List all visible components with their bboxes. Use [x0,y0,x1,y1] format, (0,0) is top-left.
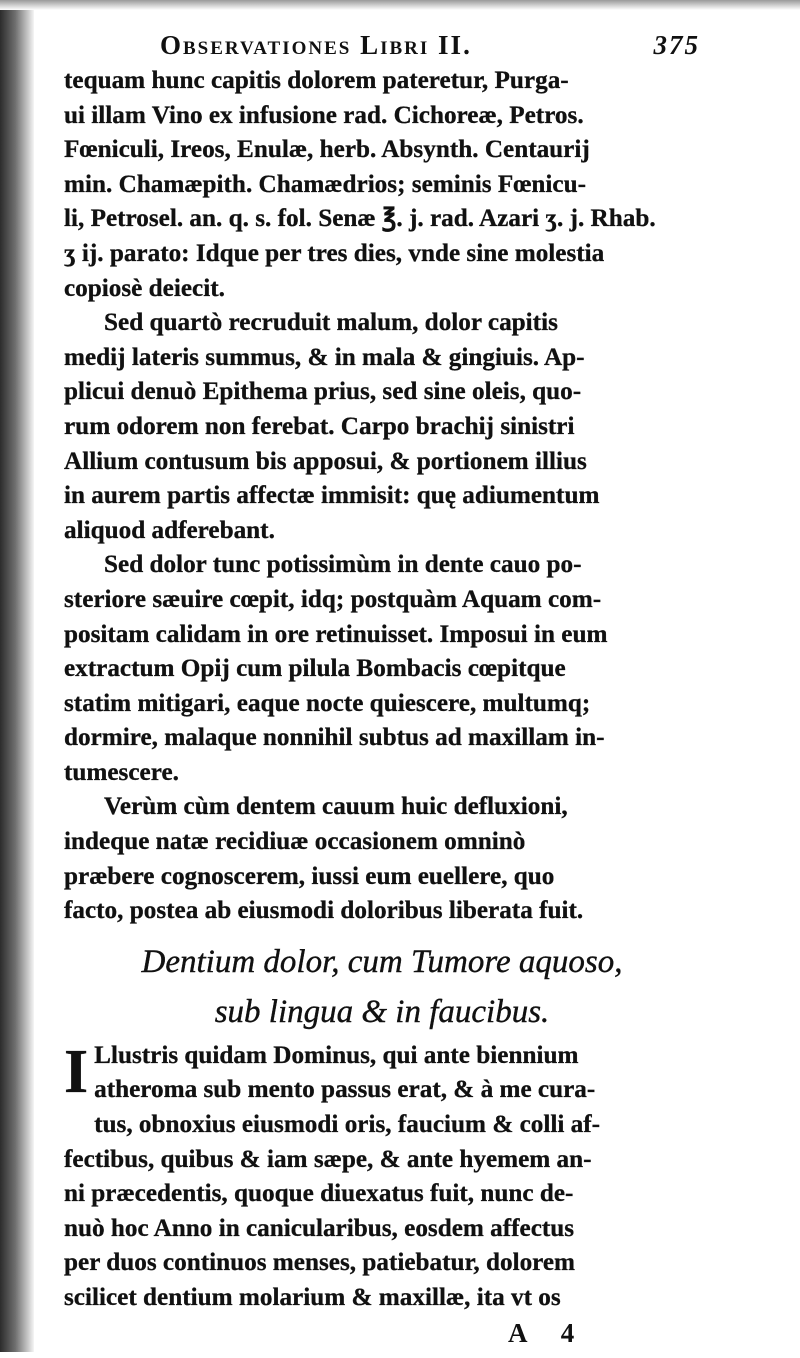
text-line: tumescere. [64,758,179,786]
book-page [64,30,700,1358]
section-heading-line-2: sub lingua & in faucibus. [214,993,550,1030]
text-line: tequam hunc capitis dolorem pateretur, Purga- [64,67,569,94]
text-line: Fœniculi, Ireos, Enulæ, herb. Absynth. Centaurij [64,136,590,164]
text-line: facto, postea ab eiusmodi doloribus liberata fuit. [64,897,584,925]
page-header [64,30,700,64]
text-line: Sed quartò recruduit malum, dolor capitis [104,309,558,337]
text-line: tus, obnoxius eiusmodi oris, faucium & colli af- [94,1111,601,1139]
text-line: in aurem partis affectæ immisit: quę adiumentum [64,482,600,510]
page-number: 375 [653,30,700,60]
section-heading-line-1: Dentium dolor, cum Tumore aquoso, [141,943,623,980]
text-line: atheroma sub mento passus erat, & à me cura- [94,1076,596,1104]
text-line: dormire, malaque nonnihil subtus ad maxillam in- [64,724,605,752]
text-line: medij lateris summus, & in mala & gingiuis. Ap- [64,343,585,371]
signature-mark: A 4 [508,1317,589,1348]
text-line: min. Chamæpith. Chamædrios; seminis Fœnicu- [64,170,586,198]
text-line: statim mitigari, eaque nocte quiescere, multumq; [64,689,591,717]
text-line: extractum Opij cum pilula Bombacis cœpitque [64,655,566,683]
text-line: Sed dolor tunc potissimùm in dente cauo po- [104,551,582,579]
text-line: steriore sæuire cœpit, idq; postquàm Aquam com- [64,585,602,613]
text-line: positam calidam in ore retinuisset. Imposui in eum [64,620,608,648]
text-line: li, Petrosel. an. q. s. fol. Senæ ℥. j. rad. Azari ʒ. j. Rhab. [64,205,656,233]
paragraph-3 [64,548,700,790]
text-line: fectibus, quibus & iam sæpe, & ante hyemem an- [64,1145,592,1173]
section-heading [64,937,700,1037]
text-line: ʒ ij. parato: Idque per tres dies, vnde sine molestia [64,239,605,267]
text-line: ni præcedentis, quoque diuexatus fuit, nunc de- [64,1180,574,1208]
text-line: Llustris quidam Dominus, qui ante biennium [94,1041,579,1069]
text-line: Allium contusum bis apposui, & portionem illius [64,447,587,475]
text-line: scilicet dentium molarium & maxillæ, ita vt os [64,1284,561,1311]
text-line: præbere cognoscerem, iussi eum euellere, quo [64,862,555,890]
drop-cap: I [64,1037,89,1106]
scan-top-edge [0,0,800,10]
running-head: Observationes Libri II. [160,30,472,60]
text-line: nuò hoc Anno in canicularibus, eosdem affectus [64,1214,575,1242]
text-line: rum odorem non ferebat. Carpo brachij sinistri [64,412,575,440]
paragraph-5 [64,1039,700,1316]
paragraph-4 [64,790,700,928]
text-line: plicui denuò Epithema prius, sed sine oleis, quo- [64,378,582,406]
text-line: copiosè deiecit. [64,274,225,302]
text-line: indeque natæ recidiuæ occasionem omninò [64,828,526,856]
scan-left-edge [0,0,34,1352]
text-line: per duos continuos menses, patiebatur, dolorem [64,1249,576,1277]
paragraph-1 [64,64,700,306]
text-line: ui illam Vino ex infusione rad. Cichoreæ, Petros. [64,101,584,129]
paragraph-2 [64,306,700,548]
text-line: aliquod adferebant. [64,516,275,544]
text-line: Verùm cùm dentem cauum huic defluxioni, [104,793,568,821]
